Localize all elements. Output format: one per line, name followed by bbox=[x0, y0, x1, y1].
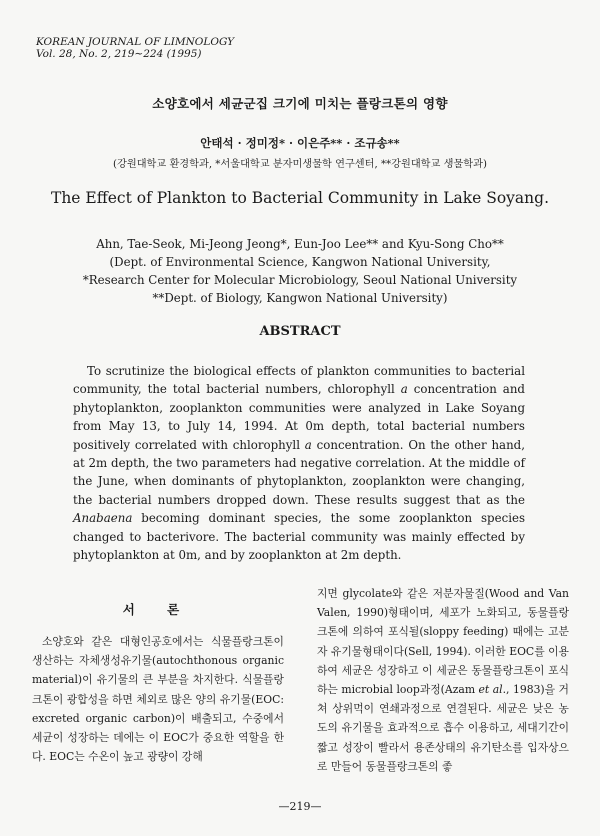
korean-authors: 안태석 · 정미정* · 이은주** · 조규송** bbox=[200, 136, 400, 150]
abstract-text-3: concentration. On the other hand, at 2m depth, the two parameters had negative correlation. At the middle of the June, when dominants of phytoplankton, zooplankton were changing, the bacterial numbers dropped down. These results suggest that as the bbox=[73, 437, 525, 507]
abstract-body bbox=[73, 362, 525, 564]
abstract-heading: ABSTRACT bbox=[259, 324, 341, 339]
english-authors: Ahn, Tae-Seok, Mi-Jeong Jeong*, Eun-Joo Lee** and Kyu-Song Cho** bbox=[96, 237, 504, 251]
korean-title: 소양호에서 세균군집 크기에 미치는 플랑크톤의 영향 bbox=[152, 96, 448, 111]
introduction-heading: 서 론 bbox=[122, 602, 194, 617]
intro-right-text-1: 지면 glycolate와 같은 저분자물질(Wood and Van Valen, 1990)형태이며, 세포가 노화되고, 동물플랑크톤에 의하여 포식될(sloppy feeding) 때에는 고분자 유기물형태이다(Sell, 1994). 이러한 EOC를 이용하여 세균은 성장하고 이 세균은 동물플랑크톤이 포식하는 microbial loop과정(Azam bbox=[317, 587, 569, 697]
abstract-italic-2: a bbox=[304, 437, 312, 452]
intro-right-paragraph bbox=[317, 584, 569, 776]
abstract-text-4: becoming dominant species, the some zooplankton species changed to bacterivore. The bacterial community was mainly effected by phytoplankton at 0m, and by zooplankton at 2m depth. bbox=[73, 511, 525, 563]
journal-name: KOREAN JOURNAL OF LIMNOLOGY bbox=[36, 36, 235, 48]
abstract-text-2: concentration and phytoplankton, zooplankton communities were analyzed in Lake Soyang from May 13, to July 14, 1994. At 0m depth, total bacterial numbers positively correlated with chlorophyll bbox=[73, 382, 525, 452]
affiliation-line-1: (Dept. of Environmental Science, Kangwon National University, bbox=[109, 255, 491, 269]
volume-info: Vol. 28, No. 2, 219∼224 (1995) bbox=[36, 48, 202, 60]
intro-right-text-2: ., 1983)을 거쳐 상위먹이 연쇄과정으로 연결된다. 세균은 낮은 농도의 유기물을 효과적으로 흡수 이용하고, 세대기간이 짧고 성장이 빨라서 용존상태의 유기탄소를 입자상으로 만들어 동물플랑크톤의 좋 bbox=[317, 683, 569, 773]
intro-right-italic: et al bbox=[478, 683, 503, 697]
affiliation-line-3: **Dept. of Biology, Kangwon National University) bbox=[152, 291, 448, 305]
affiliation-line-2: *Research Center for Molecular Microbiology, Seoul National University bbox=[82, 273, 518, 287]
page-number: —219— bbox=[278, 800, 322, 813]
abstract-italic-1: a bbox=[400, 382, 408, 397]
abstract-text-1: To scrutinize the biological effects of plankton communities to bacterial community, the total bacterial numbers, chlorophyll bbox=[73, 364, 525, 397]
right-column bbox=[317, 584, 569, 776]
korean-affiliations: (강원대학교 환경학과, *서울대학교 분자미생물학 연구센터, **강원대학교 생물학과) bbox=[113, 159, 487, 170]
english-title: The Effect of Plankton to Bacterial Community in Lake Soyang. bbox=[50, 189, 549, 207]
abstract-italic-3: Anabaena bbox=[73, 511, 133, 526]
left-column bbox=[32, 632, 284, 766]
intro-left-paragraph: 소양호와 같은 대형인공호에서는 식물플랑크톤이 생산하는 자체생성유기물(autochthonous organic material)이 유기물의 큰 부분을 차지한다. 식물플랑크톤이 광합성을 하면 체외로 많은 양의 유기물(EOC: excreted organic carbon)이 배출되고, 수중에서 세균이 성장하는 데에는 이 EOC가 중요한 역할을 한다. EOC는 수온이 높고 광량이 강해 bbox=[32, 635, 284, 764]
journal-header bbox=[36, 36, 234, 60]
english-author-block bbox=[0, 235, 600, 307]
